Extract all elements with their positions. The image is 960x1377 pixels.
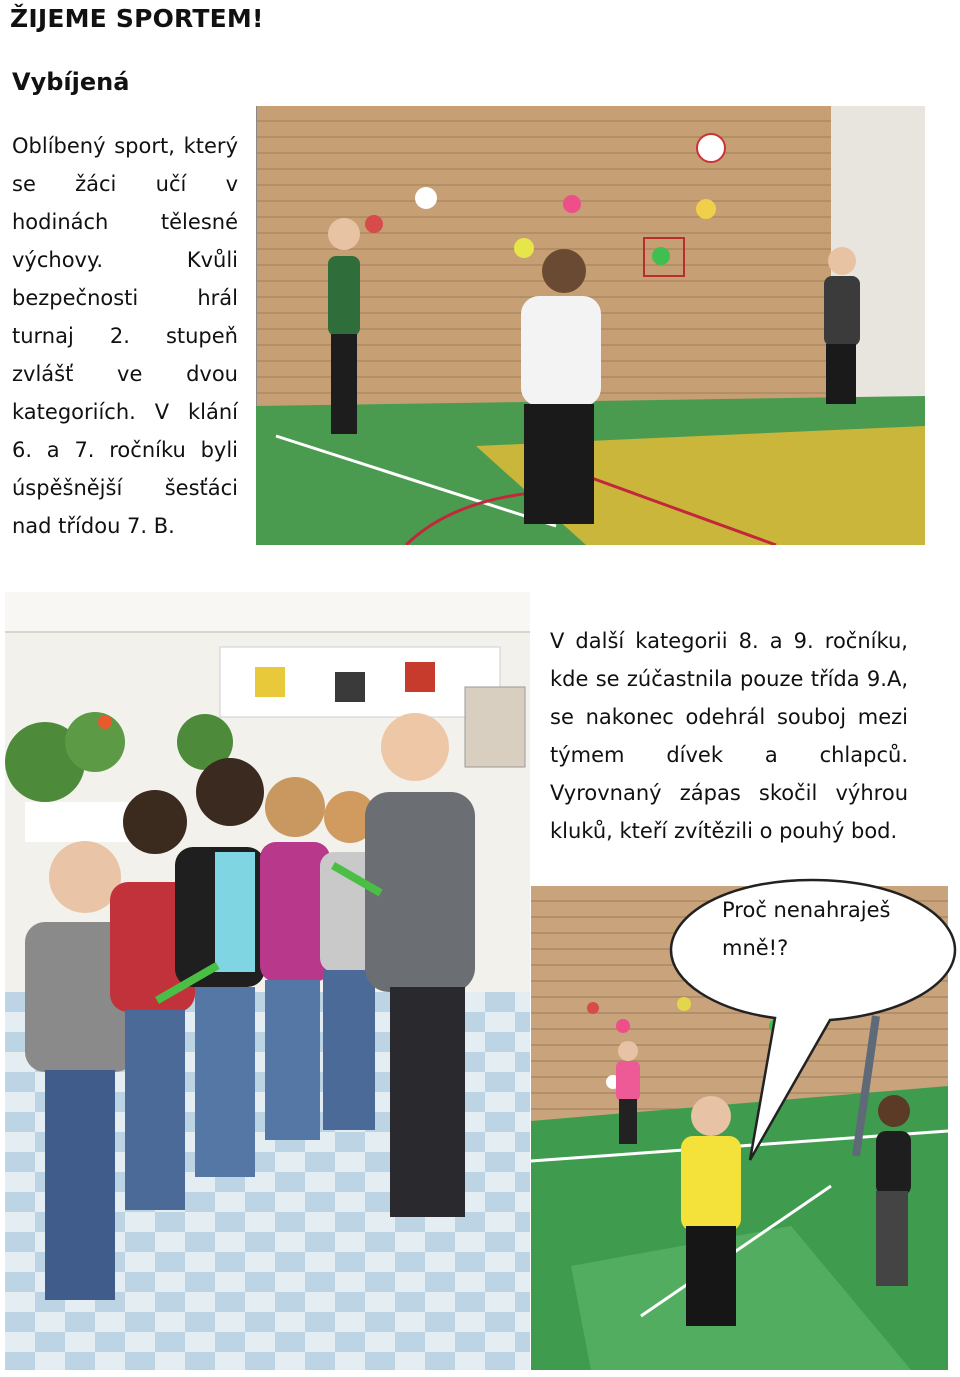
speech-bubble-text: Proč nenahraješ mně!? [722,898,891,960]
article-paragraph-2: V další kategorii 8. a 9. ročníku, kde se zúčastnila pouze třída 9.A, se nakonec odehrál souboj mezi týmem dívek a chlapců. Vyrovnaný zápas skočil výhrou kluků, kteří zvítězili o pouhý bod. [550,629,908,843]
photo-hall-students [5,592,530,1370]
section-title: Vybíjená [12,68,130,96]
photo-gym-girls [256,106,925,545]
article-paragraph-1: Oblíbený sport, který se žáci učí v hodinách tělesné výchovy. Kvůli bezpečnosti hrál turnaj 2. stupeň zvlášť ve dvou kategoriích. V klání 6. a 7. ročníku byli úspěšnější šesťáci nad třídou 7. B. [12,134,238,538]
page-title: ŽIJEME SPORTEM! [10,4,264,33]
